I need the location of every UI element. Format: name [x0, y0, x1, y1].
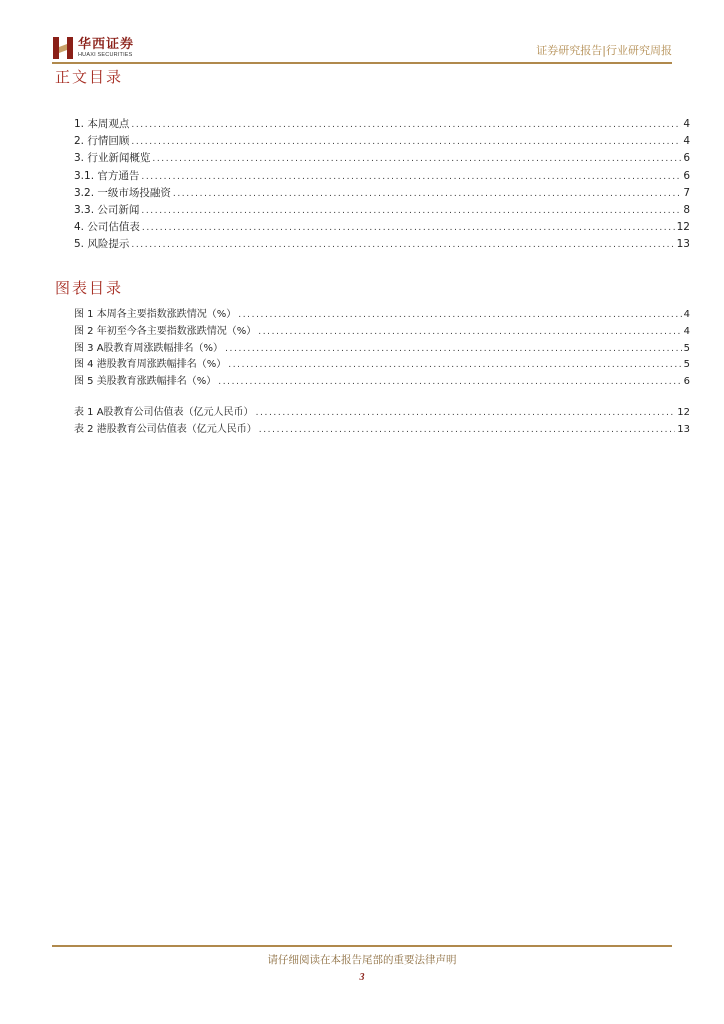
figure-item[interactable] [74, 341, 690, 358]
logo-chinese-name: 华西证券 [78, 36, 135, 52]
page-number: 3 [359, 972, 365, 983]
toc-list [74, 116, 690, 254]
table-item-page: 13 [677, 423, 690, 435]
logo-english-name: HUAXI SECURITIES [78, 51, 133, 58]
figures-title: 图表目录 [55, 279, 124, 297]
toc-item-label: 3.2. 一级市场投融资 [74, 186, 171, 199]
dot-leader [225, 341, 682, 358]
toc-item-label: 4. 公司估值表 [74, 221, 140, 234]
huaxi-logo-icon [52, 35, 74, 61]
toc-item-page: 6 [683, 169, 690, 182]
report-type: 证券研究报告|行业研究周报 [536, 44, 672, 57]
table-item[interactable] [74, 405, 690, 422]
table-item-label: 表 1 A股教育公司估值表（亿元人民币） [74, 406, 254, 418]
figure-item-page: 5 [683, 342, 690, 354]
dot-leader [256, 405, 676, 422]
dot-leader [228, 357, 681, 374]
spacer [74, 391, 690, 405]
figure-item[interactable] [74, 357, 690, 374]
toc-item[interactable] [74, 202, 690, 219]
table-item[interactable] [74, 422, 690, 439]
toc-item[interactable] [74, 185, 690, 202]
toc-item-page: 12 [676, 221, 690, 234]
toc-item-label: 3.1. 官方通告 [74, 169, 140, 182]
dot-leader [141, 203, 681, 220]
figure-item[interactable] [74, 374, 690, 391]
toc-item-label: 1. 本周观点 [74, 118, 130, 130]
figures-list [74, 307, 690, 439]
figure-item-page: 4 [683, 325, 690, 337]
toc-title: 正文目录 [55, 68, 124, 86]
header-divider [52, 62, 672, 64]
toc-item[interactable] [74, 133, 690, 150]
dot-leader [259, 422, 676, 439]
dot-leader [131, 134, 681, 151]
dot-leader [131, 117, 681, 134]
figure-item-label: 图 2 年初至今各主要指数涨跌情况（%） [74, 325, 257, 337]
legal-disclaimer: 请仔细阅读在本报告尾部的重要法律声明 [267, 954, 457, 966]
dot-leader [173, 186, 681, 203]
toc-item-label: 5. 风险提示 [74, 238, 130, 251]
figure-item[interactable] [74, 307, 690, 324]
figure-item-page: 5 [683, 359, 690, 371]
figure-item-label: 图 1 本周各主要指数涨跌情况（%） [74, 309, 237, 320]
company-logo [52, 34, 134, 62]
dot-leader [131, 237, 674, 254]
figure-item[interactable] [74, 324, 690, 341]
table-item-page: 12 [677, 406, 690, 418]
toc-item-page: 4 [683, 135, 690, 148]
toc-item-page: 6 [683, 152, 690, 165]
figure-item-page: 4 [683, 309, 690, 320]
figure-item-label: 图 5 美股教育涨跌幅排名（%） [74, 376, 217, 388]
toc-item-page: 13 [676, 238, 690, 251]
dot-leader [238, 307, 681, 324]
footer-divider [52, 945, 672, 947]
toc-item-page: 8 [683, 203, 690, 216]
dot-leader [152, 151, 681, 168]
dot-leader [142, 220, 675, 237]
figure-item-page: 6 [683, 376, 690, 388]
figure-item-label: 图 3 A股教育周涨跌幅排名（%） [74, 342, 224, 354]
dot-leader [218, 374, 681, 391]
toc-item[interactable] [74, 168, 690, 185]
toc-item-page: 4 [683, 118, 690, 130]
toc-item[interactable] [74, 150, 690, 167]
toc-item[interactable] [74, 236, 690, 253]
toc-item-page: 7 [683, 186, 690, 199]
table-item-label: 表 2 港股教育公司估值表（亿元人民币） [74, 423, 257, 435]
dot-leader [141, 169, 681, 186]
toc-item-label: 3. 行业新闻概览 [74, 152, 151, 165]
toc-item[interactable] [74, 219, 690, 236]
figure-item-label: 图 4 港股教育周涨跌幅排名（%） [74, 359, 227, 371]
toc-item-label: 2. 行情回顾 [74, 135, 130, 148]
toc-item[interactable] [74, 116, 690, 133]
dot-leader [258, 324, 681, 341]
toc-item-label: 3.3. 公司新闻 [74, 203, 140, 216]
